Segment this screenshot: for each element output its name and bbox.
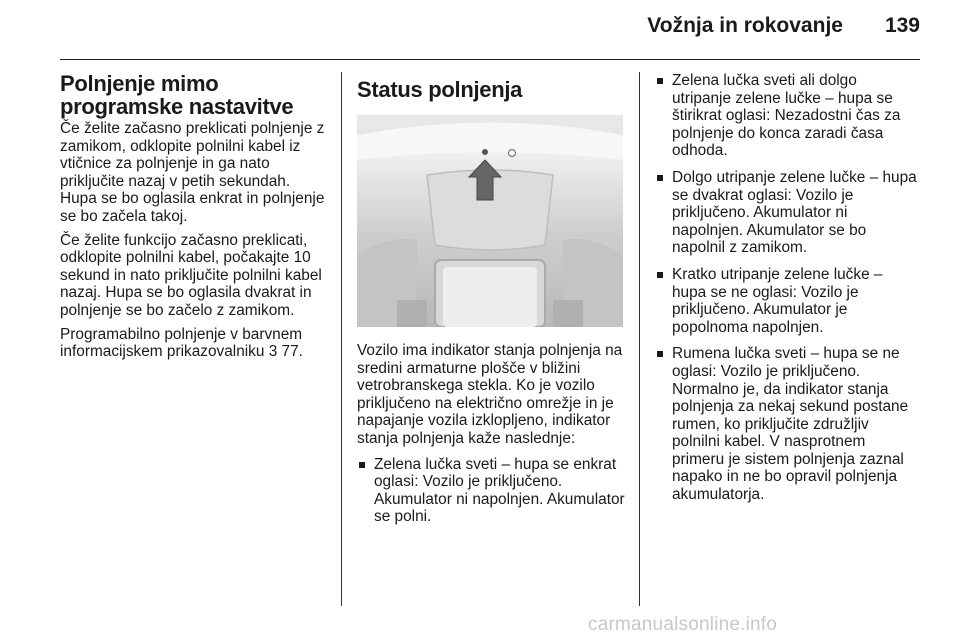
page-number: 139 (884, 14, 920, 37)
left-heading: Polnjenje mimo programske nastavitve (60, 71, 294, 119)
list-item: Zelena lučka sveti ali dolgo utripanje zelene lučke – hupa se štirikrat oglasi: Nezadostni čas za polnjenje do konca zaradi časa odhoda. (655, 72, 920, 160)
section-title: Vožnja in rokovanje (647, 14, 843, 37)
middle-column (357, 72, 625, 535)
page-header (647, 14, 920, 38)
middle-heading: Status polnjenja (357, 77, 523, 102)
paragraph: Če želite začasno preklicati polnjenje z zamikom, odklopite polnilni kabel iz vtičnice za polnjenje in ga nato priključite nazaj v petih sekundah. Hupa se bo oglasila enkrat in polnjenje se bo začela takoj. (60, 120, 325, 225)
dashboard-indicator-photo (357, 115, 623, 327)
status-list (655, 72, 920, 504)
intro-paragraph: Vozilo ima indikator stanja polnjenja na sredini armaturne plošče v bližini vetrobranskega stekla. Ko je vozilo priključeno na električno omrežje in je napajanje vozila izklopljeno, indikator stanja polnjenja kaže naslednje: (357, 342, 623, 447)
watermark: carmanualsonline.info (588, 614, 778, 635)
list-item: Rumena lučka sveti – hupa se ne oglasi: Vozilo je priključeno. Normalno je, da indikator stanja polnjenja za nekaj sekund postane rumen, ko priključite združljiv polnilni kabel. V nasprotnem primeru je sistem polnjenja zaznal napako in ne bo opravil polnjenja akumulatorja. (655, 345, 920, 503)
paragraph: Programabilno polnjenje v barvnem informacijskem prikazovalniku 3 77. (60, 325, 303, 361)
header-rule (60, 59, 920, 60)
column-divider (639, 72, 640, 606)
list-item: Dolgo utripanje zelene lučke – hupa se dvakrat oglasi: Vozilo je priključeno. Akumulator ni napolnjen. Akumulator se bo napolnil z zamikom. (655, 169, 920, 257)
column-divider (341, 72, 342, 606)
left-column (60, 72, 328, 367)
right-column (655, 72, 920, 513)
list-item: Zelena lučka sveti – hupa se enkrat oglasi: Vozilo je priključeno. Akumulator ni napolnjen. Akumulator se polni. (357, 456, 625, 526)
list-item: Kratko utripanje zelene lučke – hupa se ne oglasi: Vozilo je priključeno. Akumulator je popolnoma napolnjen. (655, 266, 920, 336)
paragraph: Če želite funkcijo začasno preklicati, odklopite polnilni kabel, počakajte 10 sekund in nato priključite polnilni kabel nazaj. Hupa se bo oglasila dvakrat in polnjenje se bo začelo z zamikom. (60, 231, 322, 319)
status-list (357, 456, 625, 526)
